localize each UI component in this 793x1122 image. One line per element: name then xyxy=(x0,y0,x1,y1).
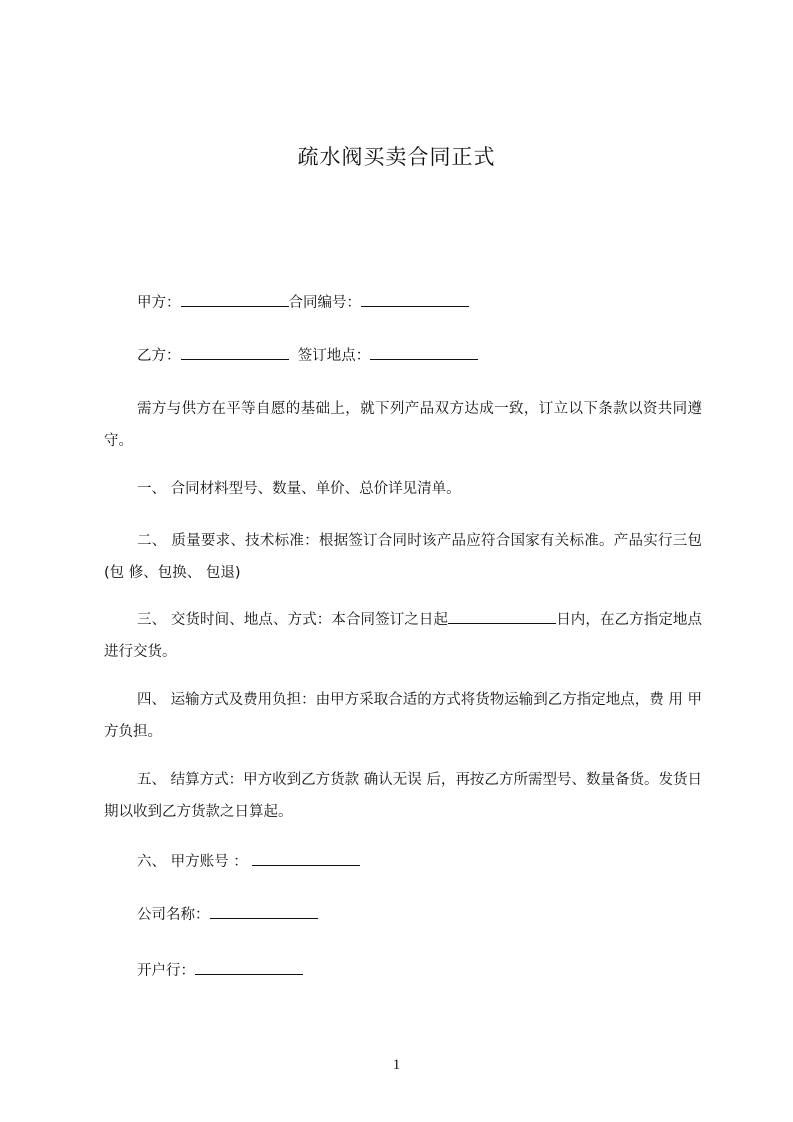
signing-place-label: 签订地点： xyxy=(297,348,371,364)
document-title: 疏水阀买卖合同正式 xyxy=(297,145,496,169)
clause-4: 四、 运输方式及费用负担：由甲方采取合适的方式将货物运输到乙方指定地点，费 用 甲方负担。 xyxy=(104,692,702,740)
clause-6-line xyxy=(104,852,737,870)
page-number: 1 xyxy=(392,1057,401,1073)
clause-3-text-after: 日内，在乙方指定地点进行交货。 xyxy=(104,612,703,660)
clause-3 xyxy=(104,604,702,668)
party-b-blank xyxy=(181,346,289,360)
bank-label: 开户行： xyxy=(137,963,195,979)
contract-number-blank xyxy=(361,293,469,307)
signing-place-blank xyxy=(370,346,478,360)
party-a-blank xyxy=(181,293,289,307)
party-b-label: 乙方： xyxy=(137,348,181,364)
company-name-blank xyxy=(210,905,318,919)
clause-5: 五、 结算方式：甲方收到乙方货款 确认无误 后，再按乙方所需型号、数量备货。发货日期以收到乙方货款之日算起。 xyxy=(104,772,702,820)
bank-line xyxy=(104,961,737,979)
party-a-account-blank xyxy=(252,852,360,866)
party-a-line xyxy=(104,293,737,311)
delivery-days-blank xyxy=(448,610,556,624)
clause-3-text-before: 三、 交货时间、地点、方式：本合同签订之日起 xyxy=(137,612,449,628)
company-name-line xyxy=(104,905,737,923)
intro-paragraph: 需方与供方在平等自愿的基础上，就下列产品双方达成一致，订立以下条款以资共同遵守。 xyxy=(104,401,702,449)
clause-6-label: 六、 甲方账号 ： xyxy=(137,854,248,870)
company-name-label: 公司名称： xyxy=(137,907,210,923)
contract-number-label: 合同编号： xyxy=(288,295,361,311)
party-b-line xyxy=(104,346,737,364)
party-a-label: 甲方： xyxy=(137,295,181,311)
clause-1: 一、 合同材料型号、数量、单价、总价详见清单。 xyxy=(137,481,461,497)
bank-blank xyxy=(195,961,303,975)
clause-2: 二、 质量要求、技术标准：根据签订合同时该产品应符合国家有关标准。产品实行三包(包 修、包换、 包退) xyxy=(104,533,702,581)
